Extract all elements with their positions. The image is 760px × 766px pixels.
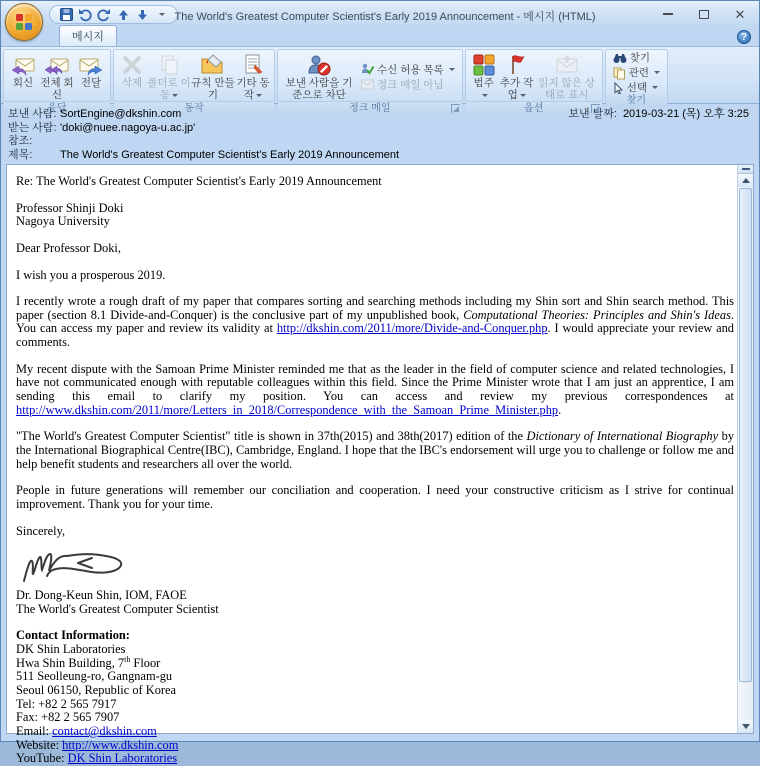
sent-label: 보낸 날짜: — [568, 108, 617, 120]
body-text: Floor — [130, 655, 161, 670]
body-text: Contact Information: — [16, 628, 130, 643]
ribbon-group-actions — [113, 49, 275, 115]
body-text: "The World's Greatest Computer Scientist" title is shown in 37th(2015) and 38th(2017) edition of the — [16, 429, 527, 444]
save-button[interactable] — [58, 7, 74, 23]
body-text: DK Shin Laboratories — [16, 642, 126, 657]
header-row-subject — [8, 149, 751, 163]
window-controls — [655, 5, 753, 23]
reply-icon — [10, 52, 36, 77]
body-link[interactable]: http://www.dkshin.com — [62, 737, 179, 752]
categorize-button[interactable] — [469, 51, 499, 102]
body-text: Sincerely, — [16, 523, 66, 538]
body-bottom-paragraphs — [16, 589, 734, 766]
reply-label: 회신 — [12, 77, 34, 89]
delete-button — [117, 51, 147, 102]
body-text: My recent dispute with the Samoan Prime Minister reminded me that as the leader in the field of computer science and related technologies, I have not communicated enough with reputable colleagues within this field. Since the Prime Minister wrote that I am just an apprentice, I am sending this email to clarify my position. You can access and review my previous correspondences at — [16, 361, 734, 404]
reply-all-icon — [44, 52, 70, 77]
sent-date — [568, 108, 751, 122]
save-icon — [60, 8, 73, 21]
move-to-folder-label: 폴더로 이동 — [147, 77, 191, 102]
header-row-cc — [8, 135, 751, 149]
find-group-label: 찾기 — [606, 94, 667, 107]
block-sender-button[interactable] — [281, 51, 357, 102]
body-text: Dictionary of International Biography — [526, 429, 719, 444]
chevron-down-icon — [449, 68, 455, 71]
body-link[interactable]: http://dkshin.com/2011/more/Divide-and-Conquer.php — [276, 321, 548, 336]
follow-up-flag-icon — [505, 52, 529, 77]
chevron-down-icon — [172, 94, 178, 97]
body-text: Fax: +82 2 565 7907 — [16, 710, 120, 725]
create-rule-button[interactable] — [191, 51, 235, 102]
body-paragraph — [16, 295, 734, 350]
tab-message[interactable]: 메시지 — [59, 25, 117, 46]
scrollbar-thumb[interactable] — [739, 188, 752, 682]
actions-group-label: 동작 — [114, 102, 274, 115]
options-group-label: 옵션 — [466, 102, 602, 115]
block-sender-label: 보낸 사람을 기준으로 차단 — [285, 77, 353, 102]
body-text: Re: The World's Greatest Computer Scientist's Early 2019 Announcement — [16, 174, 382, 188]
other-actions-label: 기타 동작 — [236, 77, 270, 102]
close-button[interactable] — [727, 5, 753, 23]
ribbon-empty-space — [670, 49, 757, 102]
body-link[interactable]: DK Shin Laboratories — [67, 751, 178, 766]
body-paragraph — [16, 484, 734, 511]
office-logo-icon — [14, 12, 34, 32]
create-rule-icon — [200, 52, 226, 77]
body-paragraph — [16, 363, 734, 418]
delete-label: 삭제 — [121, 77, 143, 89]
move-to-folder-icon — [157, 52, 181, 77]
body-text: 511 Seolleung-ro, Gangnam-gu — [16, 669, 173, 684]
redo-icon — [97, 8, 111, 21]
body-link[interactable]: http://www.dkshin.com/2011/more/Letters_in_2018/Correspondence_with_the_Samoan_Prime_Minister.php — [16, 402, 559, 417]
body-link[interactable]: contact@dkshin.com — [52, 723, 157, 738]
follow-up-label: 추가 작업 — [500, 77, 534, 102]
categorize-icon — [472, 52, 496, 77]
body-text: Website: — [16, 737, 63, 752]
reply-all-label: 전체 회신 — [40, 77, 74, 102]
select-label: 선택 — [626, 82, 647, 94]
body-text: YouTube: — [16, 751, 68, 766]
ribbon-tab-row — [1, 29, 759, 47]
related-messages-icon — [613, 67, 626, 79]
related-label: 관련 — [628, 67, 649, 79]
other-actions-button[interactable] — [235, 51, 271, 102]
find-binoculars-icon — [613, 52, 627, 64]
mark-unread-icon — [554, 52, 580, 77]
follow-up-button[interactable] — [499, 51, 535, 102]
maximize-button[interactable] — [691, 5, 717, 23]
forward-button[interactable] — [75, 51, 107, 102]
chevron-down-icon — [654, 71, 660, 74]
body-text: Computational Theories: Principles and Shin's Ideas — [463, 307, 731, 322]
to-label: 받는 사람: — [8, 121, 57, 134]
body-text: People in future generations will remember our conciliation and cooperation. I need your constructive criticism as I strive for continual improvement. Thank you for your time. — [16, 483, 734, 511]
body-paragraph — [16, 242, 734, 256]
body-text: Dr. Dong-Keun Shin, IOM, FAOE — [16, 588, 187, 603]
body-text: Tel: +82 2 565 7917 — [16, 696, 117, 711]
body-paragraph — [16, 589, 734, 616]
scroll-down-icon — [742, 724, 750, 729]
chevron-down-icon — [482, 94, 488, 97]
respond-group-label: 응답 — [4, 102, 110, 115]
undo-button[interactable] — [77, 7, 93, 23]
body-paragraph — [16, 629, 734, 765]
body-text: Dear Professor Doki, — [16, 240, 121, 255]
create-rule-label: 규칙 만들기 — [191, 77, 235, 102]
forward-icon — [78, 52, 104, 77]
mark-unread-label: 읽지 않은 상태로 표시 — [538, 77, 595, 102]
body-paragraph — [16, 202, 734, 229]
safe-lists-label: 수신 허용 목록 — [377, 63, 444, 76]
body-text: Seoul 06150, Republic of Korea — [16, 683, 177, 698]
from-label: 보낸 사람: — [8, 108, 57, 120]
body-text: Professor Shinji Doki — [16, 200, 124, 215]
body-text: The World's Greatest Computer Scientist — [16, 601, 219, 616]
move-to-folder-button — [147, 51, 191, 102]
maximize-icon — [699, 10, 709, 19]
ribbon-group-find — [605, 49, 668, 106]
cc-label: 참조: — [8, 135, 33, 147]
not-junk-button — [357, 78, 459, 91]
subject-value: The World's Greatest Computer Scientist's Early 2019 Announcement — [60, 148, 400, 161]
body-text: Email: — [16, 723, 53, 738]
scroll-up-icon — [742, 178, 750, 183]
body-text: by the International Biographical Centre(IBC), Cambridge, England. I hope that the IBC's endorsement will urge you to challenge or follow me and help benefit students and researchers all over the world. — [16, 429, 735, 471]
body-text: th — [124, 654, 131, 664]
header-row-from — [8, 108, 751, 122]
handwritten-signature — [20, 547, 138, 587]
chevron-down-icon — [652, 86, 658, 89]
minimize-button[interactable] — [655, 5, 681, 23]
message-body[interactable] — [7, 165, 736, 766]
body-paragraph — [16, 175, 734, 189]
body-text: . I would appreciate your review and comments. — [16, 321, 735, 350]
help-icon: ? — [740, 31, 748, 43]
message-body-box — [6, 164, 754, 766]
chevron-down-icon — [520, 94, 526, 97]
redo-button[interactable] — [96, 7, 112, 23]
body-text: I wish you a prosperous 2019. — [16, 267, 166, 282]
body-paragraph — [16, 430, 734, 471]
ribbon-group-options — [465, 49, 603, 115]
find-label: 찾기 — [629, 52, 650, 64]
body-text: Nagoya University — [16, 214, 110, 229]
split-handle-icon — [742, 168, 750, 170]
other-actions-icon — [241, 52, 265, 77]
not-junk-label: 정크 메일 아님 — [377, 78, 444, 91]
not-junk-icon — [361, 79, 374, 90]
safe-lists-icon — [361, 63, 374, 75]
header-row-to — [8, 122, 751, 136]
find-button[interactable] — [609, 51, 664, 64]
sent-value: 2019-03-21 (목) 오후 3:25 — [622, 108, 749, 120]
scrollbar-track[interactable] — [739, 188, 752, 719]
from-value: SortEngine@dkshin.com — [60, 108, 182, 120]
select-button[interactable] — [609, 81, 664, 94]
safe-lists-button[interactable] — [357, 63, 459, 76]
help-button[interactable] — [737, 30, 751, 44]
select-cursor-icon — [613, 82, 624, 94]
scroll-down-button[interactable] — [738, 720, 753, 733]
delete-icon — [120, 52, 144, 77]
scrollbar-split-button[interactable] — [738, 165, 753, 174]
vertical-scrollbar[interactable] — [737, 165, 753, 733]
to-value: 'doki@nuee.nagoya-u.ac.jp' — [60, 121, 196, 134]
reply-all-button[interactable] — [39, 51, 75, 102]
body-text: Hwa Shin Building, 7 — [16, 655, 125, 670]
related-button[interactable] — [609, 66, 664, 79]
message-header — [1, 104, 759, 164]
body-text: . You can access my paper and review its validity at — [16, 307, 735, 336]
close-icon: ✕ — [734, 6, 746, 22]
reply-button[interactable] — [7, 51, 39, 102]
scroll-up-button[interactable] — [738, 174, 753, 187]
subject-label: 제목: — [8, 148, 33, 161]
categorize-label: 범주 — [474, 77, 494, 101]
body-text: I recently wrote a rough draft of my paper that compares sorting and searching methods including my Shin sort and Shin search method. This paper (section 8.1 Divide-and-Conquer) is the conclusive part of my unpublished book, — [16, 294, 734, 322]
minimize-icon — [663, 13, 673, 15]
body-text: . — [558, 402, 562, 417]
mark-unread-button — [535, 51, 599, 102]
undo-icon — [78, 8, 92, 21]
chevron-down-icon — [256, 94, 262, 97]
office-button[interactable] — [5, 3, 43, 41]
junk-group-label: 정크 메일 — [278, 102, 462, 115]
forward-label: 전달 — [80, 77, 102, 89]
body-paragraph — [16, 269, 734, 283]
body-paragraph — [16, 525, 734, 539]
block-sender-icon — [306, 52, 332, 77]
ribbon-group-junk — [277, 49, 463, 115]
body-top-paragraphs — [16, 175, 734, 538]
window-title: The World's Greatest Computer Scientist's Early 2019 Announcement - 메시지 (HTML) — [174, 11, 596, 23]
